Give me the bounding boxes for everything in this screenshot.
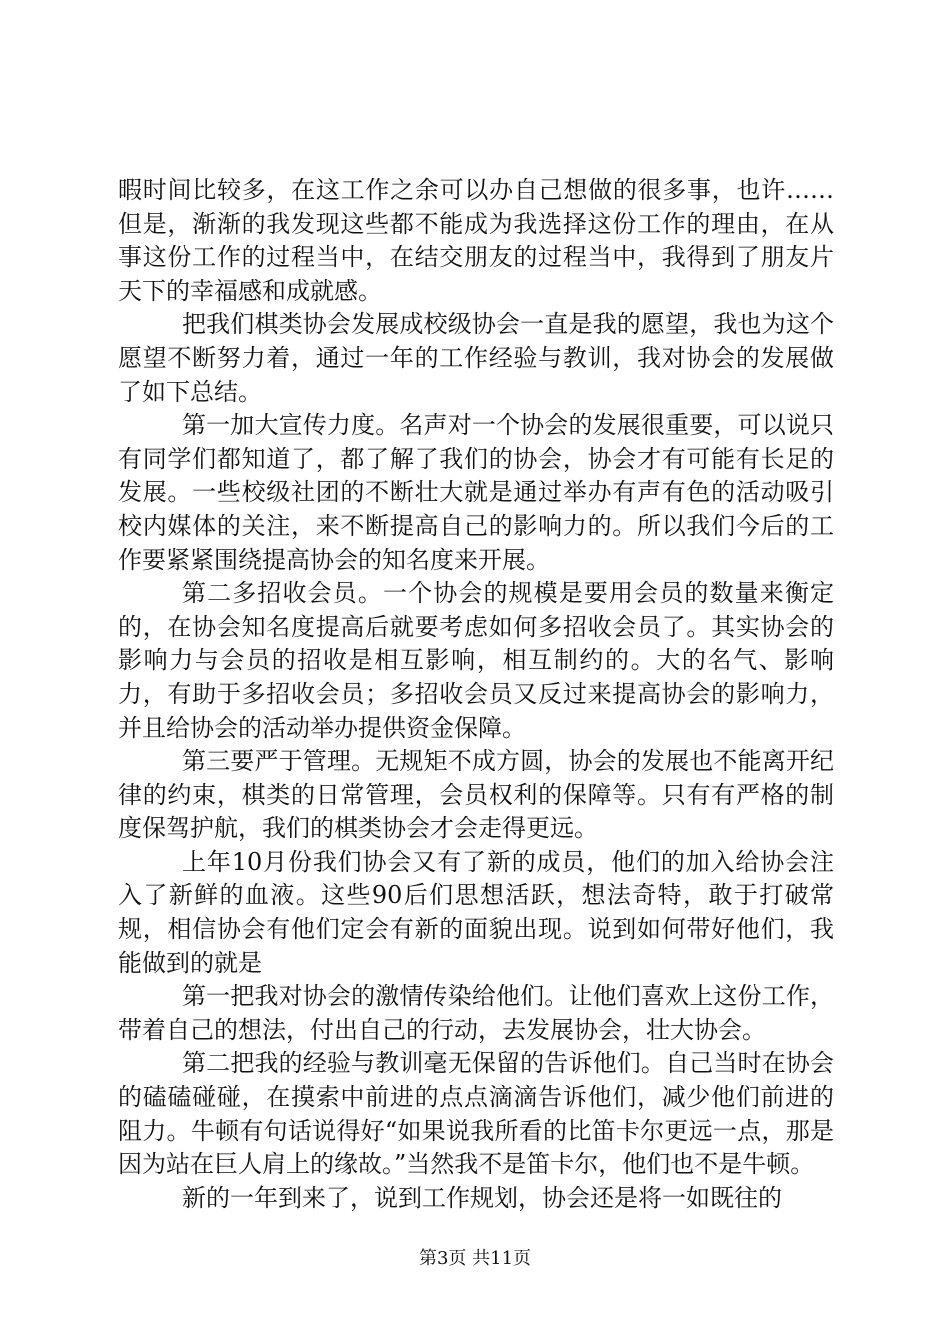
document-body [118, 174, 834, 1215]
paragraph-new-members: 上年10月份我们协会又有了新的成员，他们的加入给协会注入了新鲜的血液。这些90后们思想活跃，想法奇特，敢于打破常规，相信协会有他们定会有新的面貌出现。说到如何带好他们，我能做到的就是 [118, 847, 834, 977]
paragraph-passion: 第一把我对协会的激情传染给他们。让他们喜欢上这份工作，带着自己的想法，付出自己的行动，去发展协会，壮大协会。 [118, 982, 834, 1044]
paragraph-new-year: 新的一年到来了，说到工作规划，协会还是将一如既往的 [182, 1183, 782, 1212]
paragraph-publicity: 第一加大宣传力度。名声对一个协会的发展很重要，可以说只有同学们都知道了，都了解了我们的协会，协会才有可能有长足的发展。一些校级社团的不断壮大就是通过举办有声有色的活动吸引校内媒体的关注，来不断提高自己的影响力的。所以我们今后的工作要紧紧围绕提高协会的知名度来开展。 [118, 411, 834, 574]
paragraph-experience: 第二把我的经验与教训毫无保留的告诉他们。自己当时在协会的磕磕碰碰，在摸索中前进的点点滴滴告诉他们，减少他们前进的阻力。牛顿有句话说得好“如果说我所看的比笛卡尔更远一点，那是因为站在巨人肩上的缘故。”当然我不是笛卡尔，他们也不是牛顿。 [118, 1049, 834, 1179]
paragraph-aspiration: 把我们棋类协会发展成校级协会一直是我的愿望，我也为这个愿望不断努力着，通过一年的工作经验与教训，我对协会的发展做了如下总结。 [118, 310, 834, 406]
paragraph-recruitment: 第二多招收会员。一个协会的规模是要用会员的数量来衡定的，在协会知名度提高后就要考虑如何多招收会员了。其实协会的影响力与会员的招收是相互影响，相互制约的。大的名气、影响力，有助于多招收会员；多招收会员又反过来提高协会的影响力，并且给协会的活动举办提供资金保障。 [118, 579, 834, 742]
page-footer: 第3页 共11页 [418, 1248, 532, 1269]
paragraph-management: 第三要严于管理。无规矩不成方圆，协会的发展也不能离开纪律的约束，棋类的日常管理，会员权利的保障等。只有有严格的制度保驾护航，我们的棋类协会才会走得更远。 [118, 747, 834, 843]
paragraph-continued: 暇时间比较多，在这工作之余可以办自己想做的很多事，也许……但是，渐渐的我发现这些都不能成为我选择这份工作的理由，在从事这份工作的过程当中，在结交朋友的过程当中，我得到了朋友片天下的幸福感和成就感。 [118, 176, 834, 305]
